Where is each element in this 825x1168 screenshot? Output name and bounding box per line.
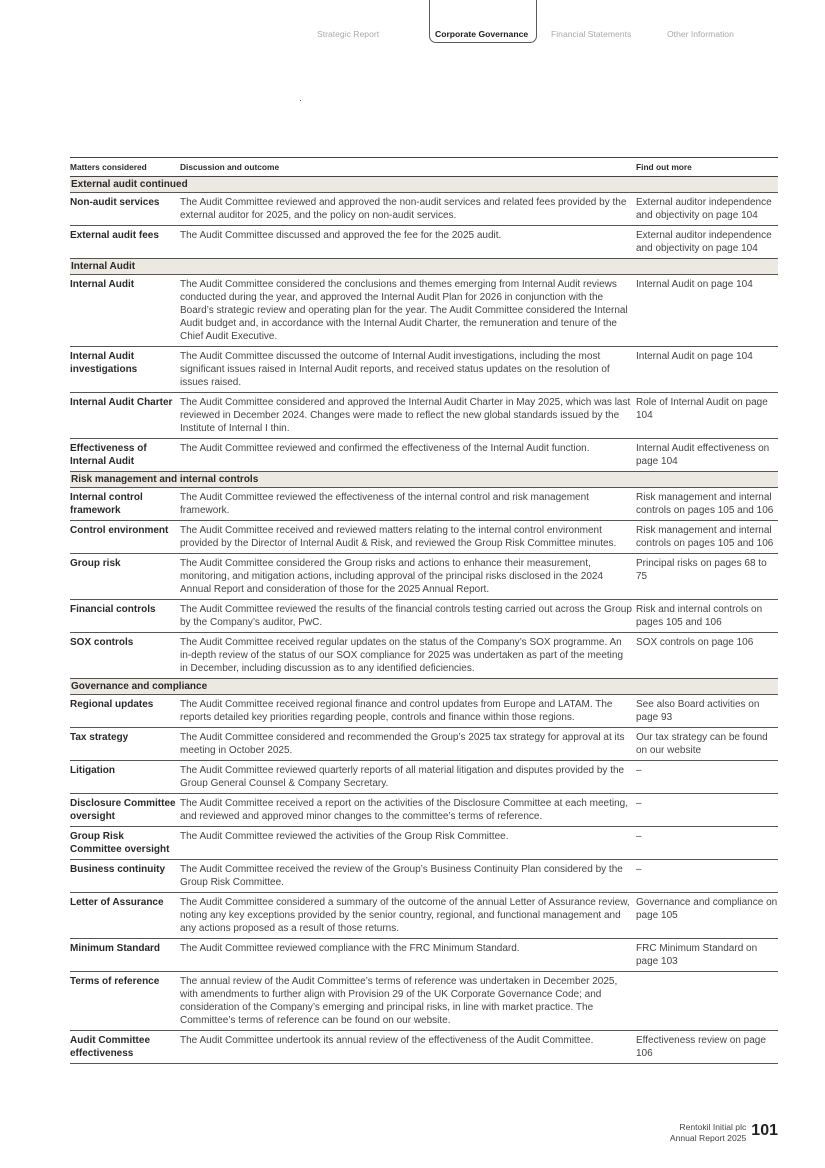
section-row (70, 177, 778, 193)
find-out-more-cell: SOX controls on page 106 (636, 633, 778, 679)
discussion-cell: The Audit Committee received the review of the Group’s Business Continuity Plan considered by the Group Risk Committee. (180, 860, 636, 893)
find-out-more-cell: FRC Minimum Standard on page 103 (636, 939, 778, 972)
find-out-more-cell: Our tax strategy can be found on our website (636, 728, 778, 761)
discussion-cell: The Audit Committee reviewed the activities of the Group Risk Committee. (180, 827, 636, 860)
find-out-more-cell (636, 972, 778, 1031)
matter-cell: Internal Audit investigations (70, 347, 180, 393)
footer-text (670, 1122, 746, 1144)
table-row (70, 939, 778, 972)
find-out-more-cell: Risk management and internal controls on pages 105 and 106 (636, 521, 778, 554)
matter-cell: Internal control framework (70, 488, 180, 521)
section-title: Risk management and internal controls (70, 472, 778, 488)
find-out-more-cell: Risk and internal controls on pages 105 and 106 (636, 600, 778, 633)
discussion-cell: The Audit Committee discussed the outcome of Internal Audit investigations, including the most significant issues raised in Internal Audit reports, and received status updates on the resolution of issues raised. (180, 347, 636, 393)
section-row (70, 259, 778, 275)
matter-cell: Control environment (70, 521, 180, 554)
matter-cell: Regional updates (70, 695, 180, 728)
table-header-row (70, 158, 778, 177)
matter-cell: Tax strategy (70, 728, 180, 761)
table-row (70, 860, 778, 893)
header-find-out-more: Find out more (636, 158, 778, 177)
find-out-more-cell: Role of Internal Audit on page 104 (636, 393, 778, 439)
matter-cell: Audit Committee effectiveness (70, 1031, 180, 1064)
find-out-more-cell: External auditor independence and objectivity on page 104 (636, 226, 778, 259)
matter-cell: Terms of reference (70, 972, 180, 1031)
tab-strategic-report[interactable]: Strategic Report (317, 29, 380, 39)
stray-dot (300, 100, 301, 101)
discussion-cell: The Audit Committee reviewed and approved the non-audit services and related fees provided by the external auditor for 2025, and the policy on non-audit services. (180, 193, 636, 226)
table-row (70, 728, 778, 761)
find-out-more-cell: – (636, 860, 778, 893)
find-out-more-cell: – (636, 761, 778, 794)
discussion-cell: The Audit Committee considered a summary of the outcome of the annual Letter of Assurance review, noting any key exceptions provided by the senior country, regional, and functional management and any actions proposed as a result of those returns. (180, 893, 636, 939)
matter-cell: Minimum Standard (70, 939, 180, 972)
discussion-cell: The Audit Committee received regional finance and control updates from Europe and LATAM. The reports detailed key priorities regarding people, controls and finance within those regions. (180, 695, 636, 728)
table-row (70, 893, 778, 939)
find-out-more-cell: Effectiveness review on page 106 (636, 1031, 778, 1064)
table-row (70, 794, 778, 827)
discussion-cell: The Audit Committee reviewed quarterly reports of all material litigation and disputes provided by the Group General Counsel & Company Secretary. (180, 761, 636, 794)
footer-report: Annual Report 2025 (669, 1133, 747, 1143)
discussion-cell: The Audit Committee considered the conclusions and themes emerging from Internal Audit reviews conducted during the year, and approved the Internal Audit Plan for 2026 in conjunction with the Board’s strategic review and operating plan for the year. The Audit Committee considered the Internal Audit budget and, in accordance with the Internal Audit Charter, the remuneration and tenure of the Chief Audit Executive. (180, 275, 636, 347)
section-row (70, 472, 778, 488)
discussion-cell: The Audit Committee considered the Group risks and actions to enhance their measurement, monitoring, and mitigation actions, including approval of the principal risks disclosed in the 2024 Annual Report and consideration of those for the 2025 Annual Report. (180, 554, 636, 600)
table-row (70, 972, 778, 1031)
matter-cell: Litigation (70, 761, 180, 794)
discussion-cell: The Audit Committee reviewed compliance with the FRC Minimum Standard. (180, 939, 636, 972)
table-row (70, 488, 778, 521)
section-nav (0, 0, 825, 50)
discussion-cell: The Audit Committee received a report on the activities of the Disclosure Committee at each meeting, and reviewed and approved minor changes to the committee’s terms of reference. (180, 794, 636, 827)
header-discussion-and-outcome: Discussion and outcome (180, 158, 636, 177)
find-out-more-cell: Internal Audit on page 104 (636, 347, 778, 393)
table-row (70, 695, 778, 728)
find-out-more-cell: External auditor independence and objectivity on page 104 (636, 193, 778, 226)
discussion-cell: The Audit Committee reviewed and confirmed the effectiveness of the Internal Audit function. (180, 439, 636, 472)
matter-cell: Internal Audit Charter (70, 393, 180, 439)
table-row (70, 554, 778, 600)
section-title: External audit continued (70, 177, 778, 193)
table-row (70, 600, 778, 633)
header-matters-considered: Matters considered (70, 158, 180, 177)
tab-financial-statements[interactable]: Financial Statements (551, 29, 632, 39)
matter-cell: Effectiveness of Internal Audit (70, 439, 180, 472)
matter-cell: Internal Audit (70, 275, 180, 347)
find-out-more-cell: See also Board activities on page 93 (636, 695, 778, 728)
discussion-cell: The Audit Committee undertook its annual review of the effectiveness of the Audit Committee. (180, 1031, 636, 1064)
tab-corporate-governance[interactable]: Corporate Governance (429, 0, 537, 43)
matter-cell: Financial controls (70, 600, 180, 633)
matter-cell: Disclosure Committee oversight (70, 794, 180, 827)
find-out-more-cell: Principal risks on pages 68 to 75 (636, 554, 778, 600)
find-out-more-cell: Governance and compliance on page 105 (636, 893, 778, 939)
section-row (70, 679, 778, 695)
table-row (70, 347, 778, 393)
find-out-more-cell: Internal Audit on page 104 (636, 275, 778, 347)
table-row (70, 193, 778, 226)
matter-cell: Non-audit services (70, 193, 180, 226)
discussion-cell: The Audit Committee received regular updates on the status of the Company’s SOX programme. An in-depth review of the status of our SOX compliance for 2025 was undertaken as part of the meeting in December, including discussion as to any identified deficiencies. (180, 633, 636, 679)
discussion-cell: The Audit Committee considered and approved the Internal Audit Charter in May 2025, which was last reviewed in December 2024. Changes were made to reflect the new global standards issued by the Institute of Internal I thin. (180, 393, 636, 439)
table-row (70, 521, 778, 554)
find-out-more-cell: – (636, 827, 778, 860)
matter-cell: Business continuity (70, 860, 180, 893)
find-out-more-cell: Internal Audit effectiveness on page 104 (636, 439, 778, 472)
discussion-cell: The Audit Committee reviewed the effectiveness of the internal control and risk management framework. (180, 488, 636, 521)
discussion-cell: The Audit Committee considered and recommended the Group’s 2025 tax strategy for approval at its meeting in October 2025. (180, 728, 636, 761)
audit-committee-matters-table (70, 157, 778, 1064)
matter-cell: Group Risk Committee oversight (70, 827, 180, 860)
table-row (70, 275, 778, 347)
matter-cell: External audit fees (70, 226, 180, 259)
find-out-more-cell: Risk management and internal controls on pages 105 and 106 (636, 488, 778, 521)
page-number: 101 (751, 1122, 778, 1139)
table-row (70, 439, 778, 472)
section-title: Governance and compliance (70, 679, 778, 695)
matter-cell: Letter of Assurance (70, 893, 180, 939)
discussion-cell: The Audit Committee received and reviewed matters relating to the internal control environment provided by the Director of Internal Audit & Risk, and reviewed the Group Risk Committee minutes. (180, 521, 636, 554)
table-row (70, 827, 778, 860)
table-row (70, 393, 778, 439)
discussion-cell: The annual review of the Audit Committee’s terms of reference was undertaken in December 2025, with amendments to further align with Provision 29 of the UK Corporate Governance Code; and consideration of the Company’s emerging and principal risks, in line with market practice. The Committee’s terms of reference can be found on our website. (180, 972, 636, 1031)
table-row (70, 226, 778, 259)
tab-other-information[interactable]: Other Information (667, 29, 734, 39)
section-title: Internal Audit (70, 259, 778, 275)
matter-cell: SOX controls (70, 633, 180, 679)
page-footer (670, 1122, 778, 1144)
discussion-cell: The Audit Committee reviewed the results of the financial controls testing carried out across the Group by the Company’s auditor, PwC. (180, 600, 636, 633)
matter-cell: Group risk (70, 554, 180, 600)
table-row (70, 761, 778, 794)
discussion-cell: The Audit Committee discussed and approved the fee for the 2025 audit. (180, 226, 636, 259)
table-row (70, 633, 778, 679)
footer-company: Rentokil Initial plc (679, 1122, 747, 1132)
find-out-more-cell: – (636, 794, 778, 827)
table-row (70, 1031, 778, 1064)
